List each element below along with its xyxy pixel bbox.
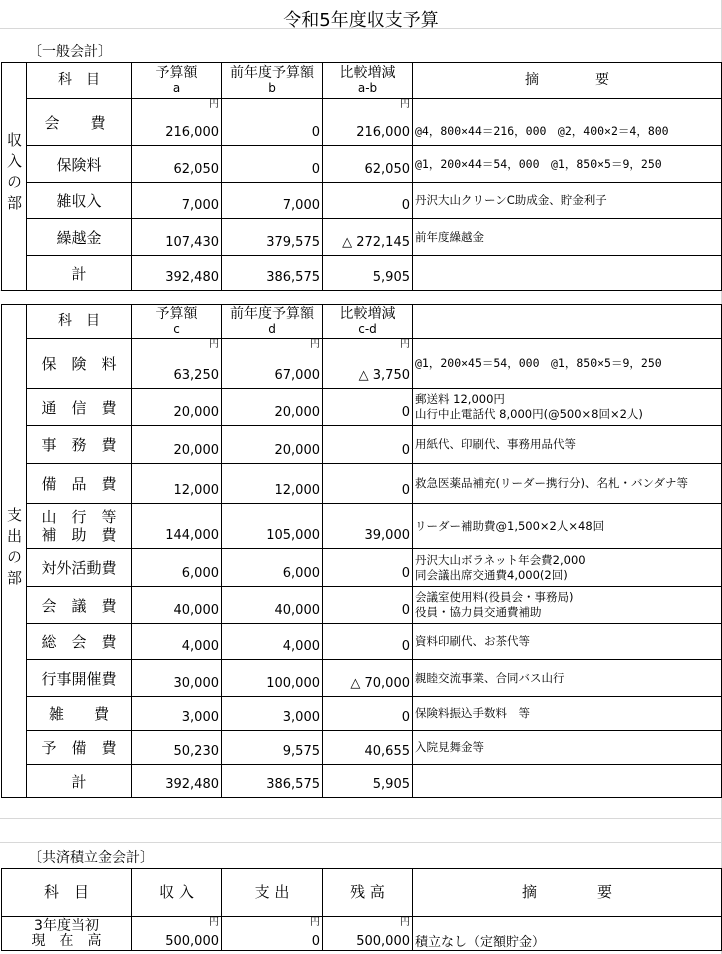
table-row [2,624,722,660]
prev-cell [222,697,323,731]
budget-cell [132,549,222,587]
diff-cell [323,219,413,256]
prev-cell [222,624,323,660]
note-line: 同会議出席交通費4,000(2回) [415,567,568,582]
diff-cell [323,697,413,731]
row-item-line: 3年度当初 [34,917,99,934]
prev-value: 386,575 [266,777,320,792]
table-row [2,504,722,549]
grid-line [0,842,722,843]
row-item: 通 信 費 [27,389,132,426]
mutual-account-label: 〔共済積立金会計〕 [28,850,154,866]
budget-value: 144,000 [165,528,219,543]
budget-cell [132,624,222,660]
prev-cell [222,183,323,219]
header-prev-sub: b [268,80,276,95]
income-side-label [2,63,27,291]
header-note [413,305,722,339]
header-budget-sub: a [172,80,181,95]
income-table [1,62,722,291]
row-item: 計 [27,765,132,798]
prev-cell [222,731,323,765]
header-note: 摘 要 [413,869,722,917]
note-cell: 資料印刷代、お茶代等 [413,624,722,660]
unit-label: 円 [400,99,410,110]
table-row [2,389,722,426]
note-cell: @1，200×45＝54，000 @1，850×5＝9，250 [413,339,722,389]
diff-value: 39,000 [364,528,410,543]
budget-value: 6,000 [181,566,219,581]
diff-value: 0 [401,639,410,654]
note-cell [413,549,722,587]
row-item: 総 会 費 [27,624,132,660]
row-item: 予 備 費 [27,731,132,765]
budget-value: 12,000 [173,483,219,498]
budget-value: 20,000 [173,443,219,458]
prev-cell [222,549,323,587]
note-cell: 積立なし（定額貯金） [413,917,722,951]
prev-cell [222,426,323,464]
header-budget-label: 予算額 [155,305,198,322]
diff-cell [323,339,413,389]
unit-label: 円 [209,339,219,350]
header-item: 科 目 [27,305,132,339]
diff-value: 5,905 [372,777,410,792]
table-row [2,426,722,464]
diff-value: 0 [401,483,410,498]
row-item: 雑 費 [27,697,132,731]
budget-value: 40,000 [173,603,219,618]
note-cell: @1，200×44＝54，000 @1，850×5＝9，250 [413,146,722,183]
general-account-label: 〔一般会計〕 [28,44,112,60]
prev-value: 7,000 [282,198,320,213]
prev-cell [222,504,323,549]
budget-value: 30,000 [173,676,219,691]
prev-value: 379,575 [266,235,320,250]
diff-cell [323,389,413,426]
table-row [2,917,722,951]
header-prev-label: 前年度予算額 [230,305,314,322]
diff-value: 0 [401,566,410,581]
diff-cell [323,183,413,219]
diff-value: 62,050 [364,162,410,177]
budget-value: 3,000 [181,710,219,725]
budget-value: 7,000 [181,198,219,213]
income-side-text: 収入の部 [5,132,23,216]
budget-cell [132,219,222,256]
note-cell: 保険料振込手数料 等 [413,697,722,731]
table-row [2,99,722,146]
header-expense: 支 出 [222,869,323,917]
diff-cell [323,660,413,697]
header-diff [323,63,413,99]
diff-cell [323,426,413,464]
unit-label: 円 [400,339,410,350]
balance-value: 500,000 [356,934,410,949]
budget-cell [132,731,222,765]
note-cell [413,765,722,798]
note-line: 山行中止電話代 8,000円(@500×8回×2人) [415,407,643,421]
expense-cell [222,917,323,951]
prev-cell [222,339,323,389]
table-row [2,697,722,731]
prev-value: 3,000 [282,710,320,725]
unit-label: 円 [209,917,219,928]
prev-cell [222,765,323,798]
budget-value: 20,000 [173,405,219,420]
header-item: 科 目 [27,63,132,99]
table-row [2,146,722,183]
row-item-line: 補 助 費 [41,526,117,544]
diff-cell [323,464,413,504]
note-cell: 親睦交流事業、合同バス山行 [413,660,722,697]
row-item: 事 務 費 [27,426,132,464]
budget-value: 63,250 [173,368,219,383]
budget-value: 392,480 [165,777,219,792]
prev-value: 386,575 [266,270,320,285]
table-row [2,549,722,587]
table-row [2,464,722,504]
note-cell: リーダー補助費@1,500×2人×48回 [413,504,722,549]
diff-value: 40,655 [364,744,410,759]
diff-value: 216,000 [356,125,410,140]
header-diff-sub: a-b [357,80,378,95]
table-row [2,660,722,697]
expense-side-label [2,305,27,798]
row-item [2,917,132,951]
diff-value: 0 [401,405,410,420]
budget-value: 392,480 [165,270,219,285]
unit-label: 円 [310,917,320,928]
budget-cell [132,697,222,731]
header-prev [222,305,323,339]
prev-value: 4,000 [282,639,320,654]
note-cell: 救急医薬品補充(リーダー携行分)、名札・バンダナ等 [413,464,722,504]
row-item [27,504,132,549]
expense-value: 0 [311,934,320,949]
header-budget [132,305,222,339]
diff-cell [323,146,413,183]
page-title: 令和5年度収支予算 [283,10,439,31]
prev-value: 12,000 [274,483,320,498]
budget-cell [132,146,222,183]
header-prev-sub: d [268,321,276,336]
row-item-line: 山 行 等 [41,508,117,526]
note-line: 会議室使用料(役員会・事務局) [415,590,574,604]
diff-value: 0 [401,603,410,618]
budget-cell [132,660,222,697]
budget-cell [132,339,222,389]
prev-cell [222,389,323,426]
unit-label: 円 [209,99,219,110]
budget-cell [132,256,222,291]
note-cell: 入院見舞金等 [413,731,722,765]
budget-cell [132,183,222,219]
diff-cell [323,549,413,587]
note-cell: 丹沢大山クリーンC助成金、貯金利子 [413,183,722,219]
row-item: 会 費 [27,99,132,146]
note-line: 郵送料 12,000円 [415,392,505,406]
row-item: 計 [27,256,132,291]
income-value: 500,000 [165,934,219,949]
diff-cell [323,765,413,798]
budget-cell [132,587,222,624]
prev-value: 40,000 [274,603,320,618]
note-line: 役員・協力員交通費補助 [415,605,542,619]
row-item: 保険料 [27,146,132,183]
table-row [2,256,722,291]
budget-cell [132,765,222,798]
expense-table [1,304,722,798]
row-item: 雑収入 [27,183,132,219]
note-cell [413,389,722,426]
budget-value: 62,050 [173,162,219,177]
header-income: 収 入 [132,869,222,917]
row-item: 繰越金 [27,219,132,256]
table-row [2,587,722,624]
note-cell [413,256,722,291]
prev-value: 20,000 [274,443,320,458]
table-row [2,219,722,256]
row-item: 会 議 費 [27,587,132,624]
prev-cell [222,99,323,146]
prev-value: 105,000 [266,528,320,543]
budget-cell [132,464,222,504]
diff-value: 5,905 [372,270,410,285]
budget-cell [132,426,222,464]
budget-value: 107,430 [165,235,219,250]
budget-cell [132,99,222,146]
diff-cell [323,587,413,624]
prev-value: 100,000 [266,676,320,691]
diff-cell [323,256,413,291]
budget-value: 216,000 [165,125,219,140]
diff-value: 0 [401,443,410,458]
prev-value: 6,000 [282,566,320,581]
header-budget [132,63,222,99]
expense-side-text: 支出の部 [5,506,23,591]
header-diff-label: 比較増減 [339,305,396,322]
unit-label: 円 [310,339,320,350]
prev-value: 0 [311,125,320,140]
prev-cell [222,464,323,504]
note-cell: 用紙代、印刷代、事務用品代等 [413,426,722,464]
budget-value: 4,000 [181,639,219,654]
row-item: 行事開催費 [27,660,132,697]
header-diff-label: 比較増減 [339,64,396,81]
header-balance: 残 高 [323,869,413,917]
row-item: 保 険 料 [27,339,132,389]
prev-cell [222,587,323,624]
header-item: 科 目 [2,869,132,917]
prev-cell [222,146,323,183]
note-cell [413,587,722,624]
diff-value: △ 3,750 [358,368,410,383]
header-note: 摘 要 [413,63,722,99]
budget-cell [132,389,222,426]
mutual-table [1,868,722,951]
header-diff-sub: c-d [358,321,377,336]
diff-value: 0 [401,198,410,213]
diff-cell [323,624,413,660]
header-budget-sub: c [173,321,180,336]
header-prev-label: 前年度予算額 [230,64,314,81]
prev-cell [222,219,323,256]
table-row [2,339,722,389]
diff-value: △ 70,000 [350,676,410,691]
row-item: 備 品 費 [27,464,132,504]
prev-cell [222,256,323,291]
prev-value: 20,000 [274,405,320,420]
prev-value: 0 [311,162,320,177]
note-cell: 前年度繰越金 [413,219,722,256]
prev-value: 67,000 [274,368,320,383]
balance-cell [323,917,413,951]
diff-value: △ 272,145 [342,235,410,250]
diff-cell [323,504,413,549]
header-budget-label: 予算額 [155,64,198,81]
unit-label: 円 [400,917,410,928]
table-row [2,765,722,798]
table-row [2,731,722,765]
prev-cell [222,660,323,697]
diff-cell [323,731,413,765]
prev-value: 9,575 [282,744,320,759]
income-cell [132,917,222,951]
row-item-line: 現 在 高 [31,932,102,949]
header-diff [323,305,413,339]
budget-cell [132,504,222,549]
table-row [2,183,722,219]
note-cell: @4，800×44＝216，000 @2，400×2＝4，800 [413,99,722,146]
diff-value: 0 [401,710,410,725]
note-line: 丹沢大山ボラネット年会費2,000 [415,552,586,567]
grid-line [0,818,722,819]
budget-value: 50,230 [173,744,219,759]
diff-cell [323,99,413,146]
header-prev [222,63,323,99]
row-item: 対外活動費 [27,549,132,587]
